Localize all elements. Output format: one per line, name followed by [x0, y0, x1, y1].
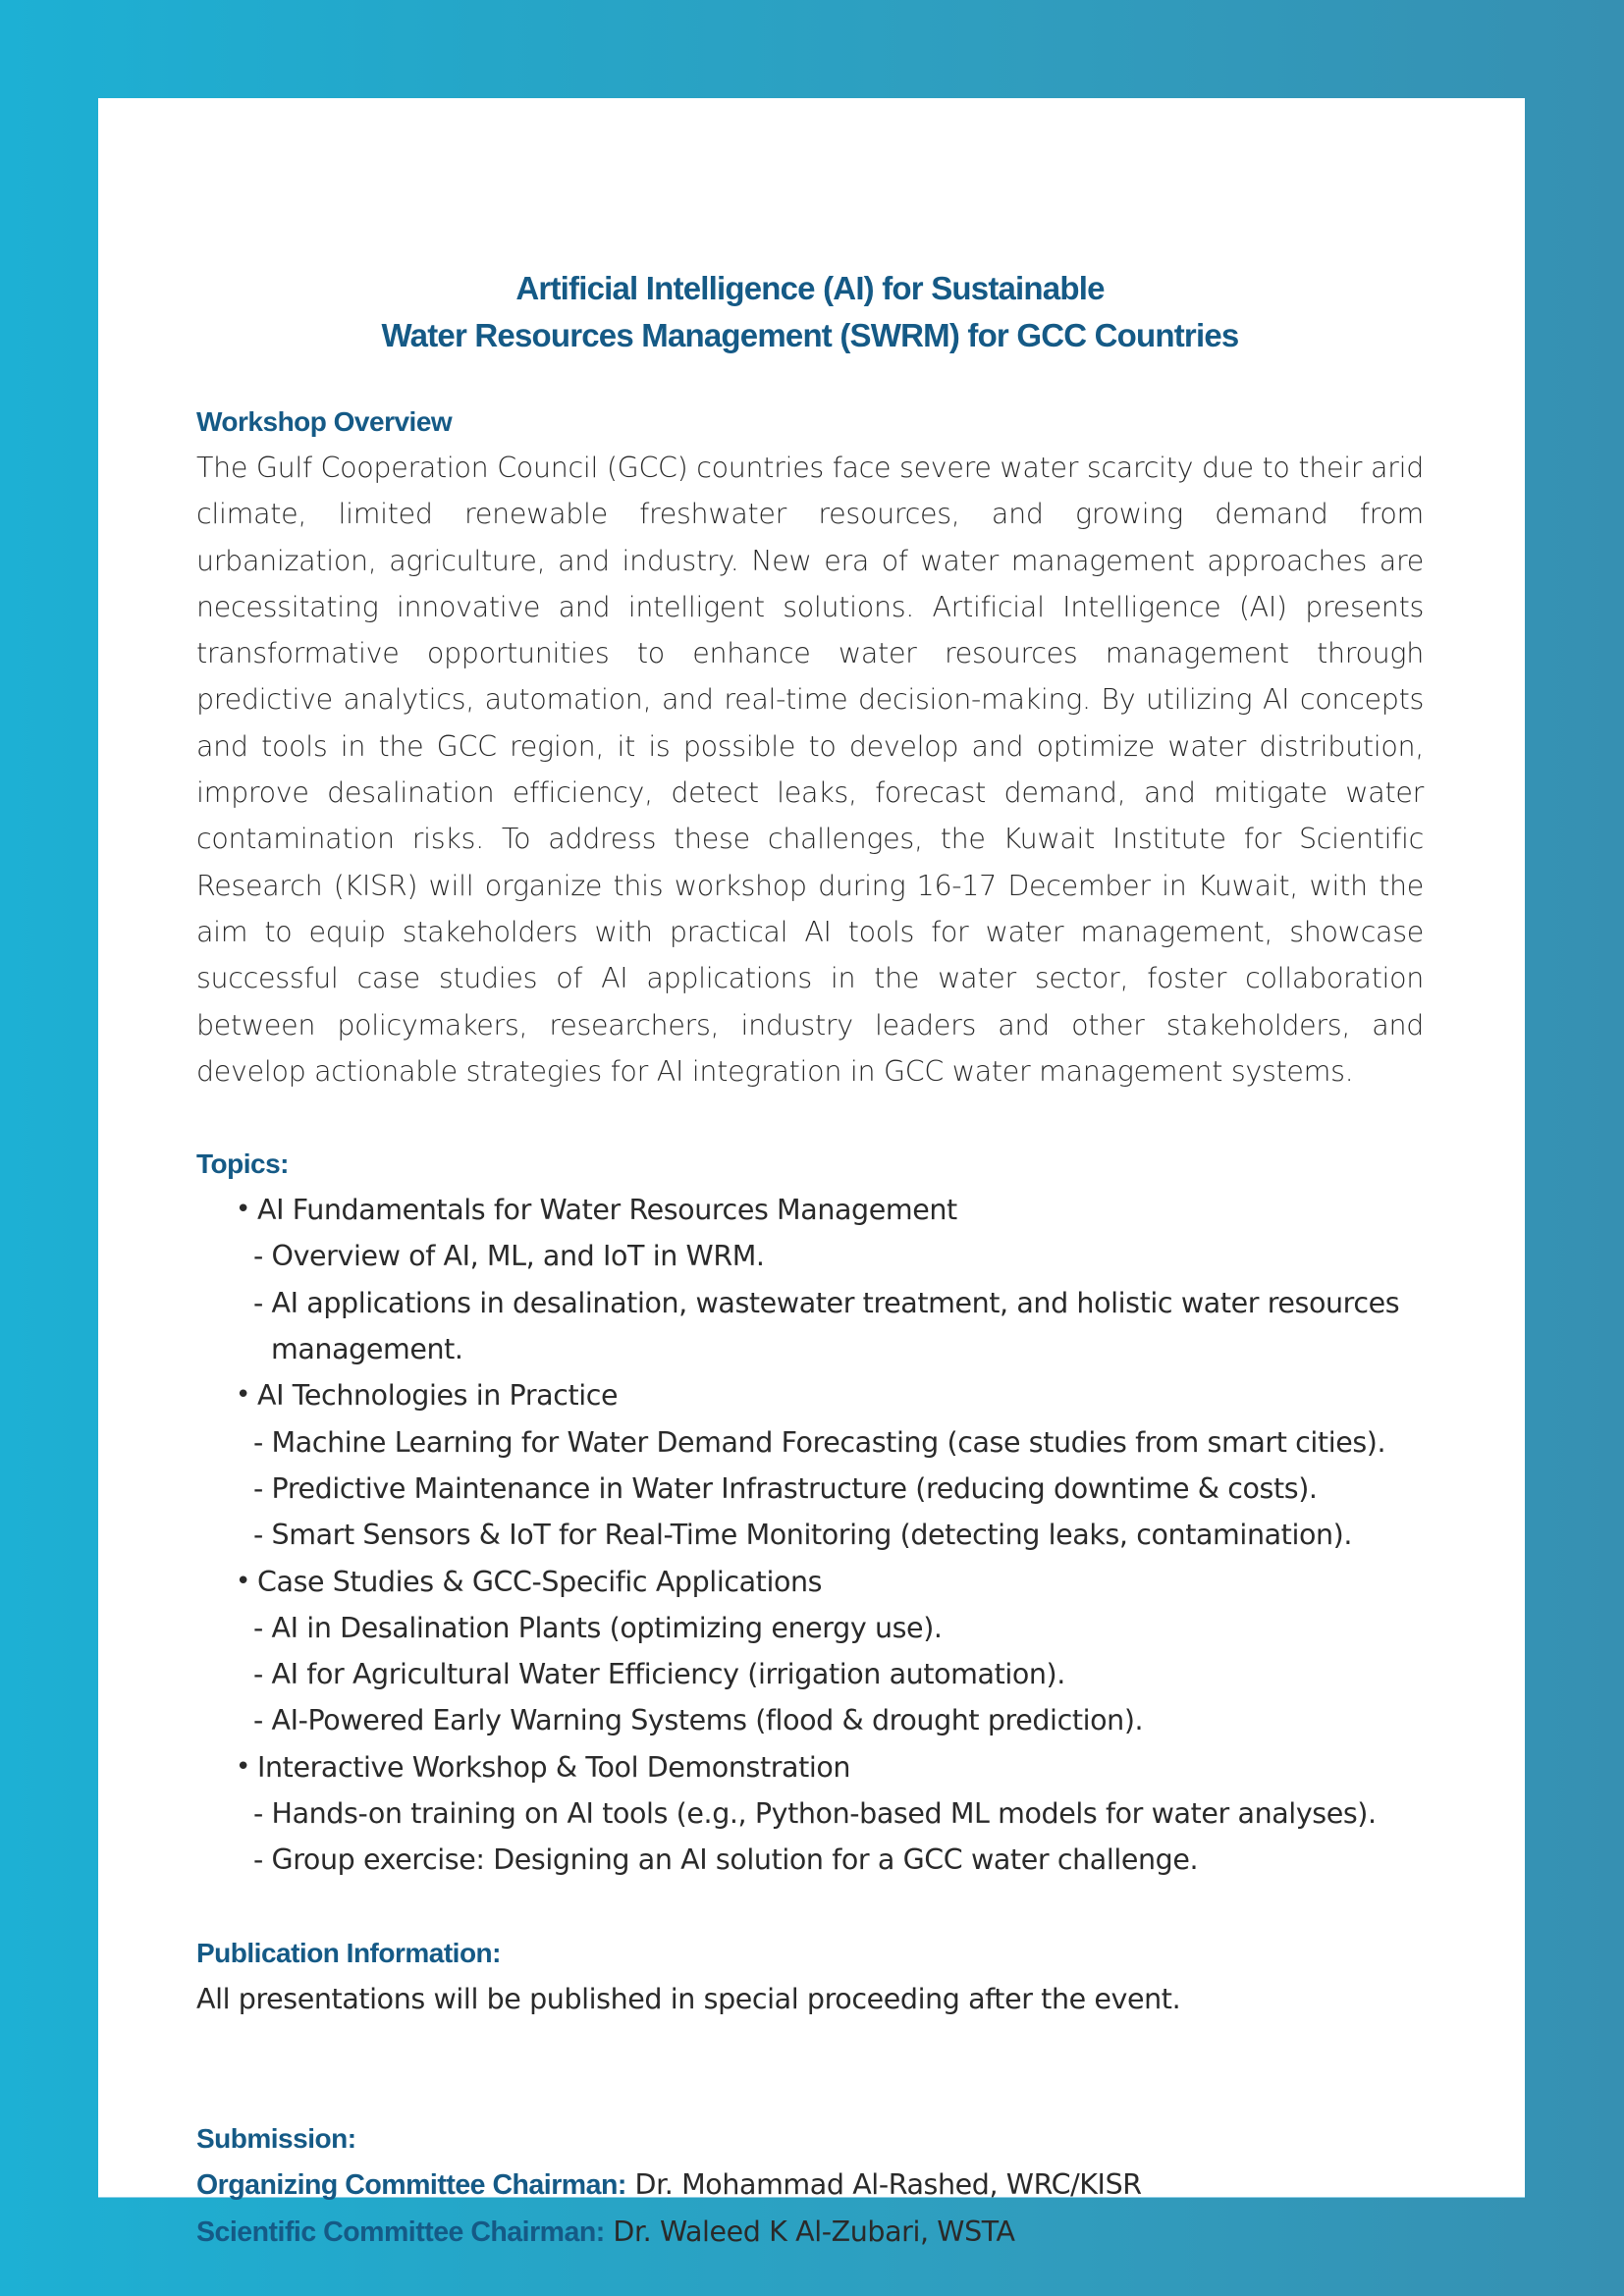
topics-heading: Topics: [196, 1148, 289, 1180]
topic-item [236, 1372, 1424, 1558]
bullet-icon: • [236, 1566, 250, 1596]
topic-subitem: - Hands-on training on AI tools (e.g., Python-based ML models for water analyses). [253, 1797, 1377, 1831]
submission-heading: Submission: [196, 2122, 356, 2154]
topic-subitem: - AI applications in desalination, wastewater treatment, and holistic water resources management. [253, 1286, 1400, 1366]
topic-subitem: - Smart Sensors & IoT for Real-Time Monitoring (detecting leaks, contamination). [253, 1519, 1353, 1552]
title-line-2: Water Resources Management (SWRM) for GCC Countries [381, 317, 1239, 353]
topic-title: AI Fundamentals for Water Resources Management [257, 1194, 957, 1227]
topic-subitem: - Machine Learning for Water Demand Forecasting (case studies from smart cities). [253, 1425, 1386, 1459]
topic-item [236, 1559, 1424, 1744]
scientific-chairman-value: Dr. Waleed K Al-Zubari, WSTA [604, 2216, 1015, 2249]
organizing-chairman-value: Dr. Mohammad Al-Rashed, WRC/KISR [625, 2167, 1142, 2201]
topic-item [236, 1744, 1424, 1884]
scientific-chairman-line [196, 2209, 1424, 2256]
bullet-icon: • [236, 1751, 250, 1782]
topic-subitem: - AI in Desalination Plants (optimizing energy use). [253, 1611, 943, 1644]
bullet-icon: • [236, 1380, 250, 1411]
organizing-chairman-label: Organizing Committee Chairman: [196, 2168, 626, 2201]
overview-section [196, 399, 1424, 1095]
bullet-icon: • [236, 1195, 250, 1225]
organizing-chairman-line [196, 2162, 1424, 2209]
overview-heading: Workshop Overview [196, 406, 453, 437]
document-title [196, 265, 1424, 359]
topic-item [236, 1187, 1424, 1372]
publication-section [196, 1930, 1424, 2022]
overview-text: The Gulf Cooperation Council (GCC) countries face severe water scarcity due to their arid climate, limited renewable freshwater resources, and growing demand from urbanization, agriculture, and industry. New era of water management approaches are necessitating innovative and intelligent solutions. Artificial Intelligence (AI) presents transformative opportunities to enhance water resources management through predictive analytics, automation, and real-time decision-making. By utilizing AI concepts and tools in the GCC region, it is possible to develop and optimize water distribution, improve desalination efficiency, detect leaks, forecast demand, and mitigate water contamination risks. To address these challenges, the Kuwait Institute for Scientific Research (KISR) will organize this workshop during 16-17 December in Kuwait, with the aim to equip stakeholders with practical AI tools for water management, showcase successful case studies of AI applications in the water sector, foster collaboration between policymakers, researchers, industry leaders and other stakeholders, and develop actionable strategies for AI integration in GCC water management systems. [196, 452, 1424, 1088]
publication-heading: Publication Information: [196, 1937, 501, 1968]
topic-subitem: - Group exercise: Designing an AI solution for a GCC water challenge. [253, 1843, 1199, 1877]
topics-list [196, 1187, 1424, 1883]
topic-title: Interactive Workshop & Tool Demonstration [257, 1750, 851, 1784]
title-line-1: Artificial Intelligence (AI) for Sustainable [515, 270, 1105, 306]
scientific-chairman-label: Scientific Committee Chairman: [196, 2216, 605, 2249]
topic-subitem: - Predictive Maintenance in Water Infrastructure (reducing downtime & costs). [253, 1471, 1318, 1505]
topic-title: AI Technologies in Practice [257, 1379, 619, 1413]
document-content [196, 265, 1424, 2257]
topic-title: Case Studies & GCC-Specific Applications [257, 1565, 823, 1598]
publication-text: All presentations will be published in special proceeding after the event. [196, 1982, 1181, 2015]
topic-subitem: - AI-Powered Early Warning Systems (flood & drought prediction). [253, 1704, 1144, 1737]
document-card [98, 98, 1525, 2249]
topic-subitem: - AI for Agricultural Water Efficiency (irrigation automation). [253, 1658, 1065, 1691]
topics-section [196, 1141, 1424, 1883]
submission-section [196, 2115, 1424, 2257]
topic-subitem: - Overview of AI, ML, and IoT in WRM. [253, 1240, 765, 1273]
